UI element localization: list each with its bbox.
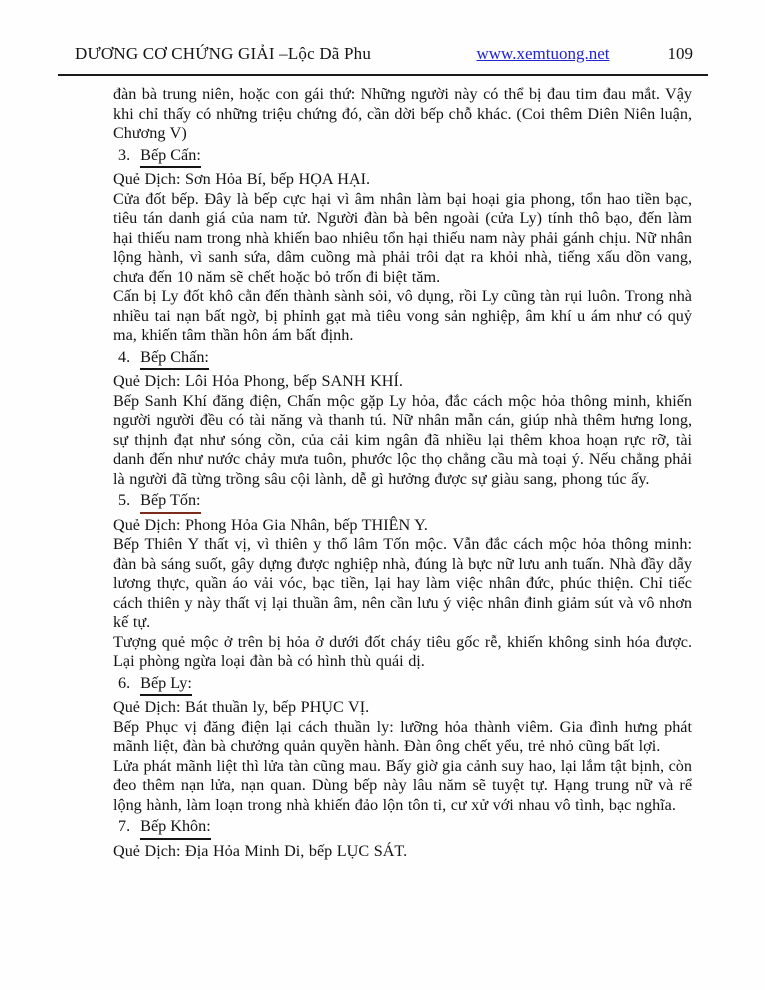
website-link[interactable]: www.xemtuong.net <box>476 44 610 63</box>
paragraph: Bếp Thiên Y thất vị, vì thiên y thổ lâm Tốn mộc. Vẫn đắc cách mộc hỏa thông minh: đàn bà sáng suốt, gây dựng được nghiệp nhà, đúng là bực nữ lưu anh tuấn. Nhà đầy dẫy lương thực, quần áo vải vóc, bạc tiền, lại hay làm việc nhân đức, phúc thiện. Chỉ tiếc cách thiên y này thất vị lại thuần âm, nên cần lưu ý việc nhân đinh giảm sút và vô nhơn kế tự. <box>113 535 692 631</box>
paragraph: Quẻ Dịch: Bát thuần ly, bếp PHỤC VỊ. <box>113 698 370 716</box>
section-number: 4. <box>118 347 131 366</box>
paragraph: Bếp Phục vị đăng điện lại cách thuần ly: lưỡng hỏa thành viêm. Gia đình hưng phát mãnh liệt, đàn bà chưởng quản quyền hành. Đàn ông chết yểu, trẻ nhỏ cũng bất lợi. <box>113 717 692 755</box>
header-divider <box>58 74 708 76</box>
page-header <box>75 44 693 64</box>
section-heading <box>113 146 692 169</box>
section-title: Bếp Khôn: <box>140 817 211 840</box>
section-title: Bếp Tốn: <box>140 491 200 514</box>
paragraph: đàn bà trung niên, hoặc con gái thứ: Những người này có thể bị đau tim đau mắt. Vậy khi chỉ thấy có những triệu chứng đó, cần dời bếp chỗ khác. (Coi thêm Diên Niên luận, Chương V) <box>113 85 692 142</box>
section-heading <box>113 674 692 697</box>
page-number: 109 <box>667 44 693 63</box>
paragraph: Quẻ Dịch: Lôi Hỏa Phong, bếp SANH KHÍ. <box>113 372 403 390</box>
header-right <box>477 44 694 64</box>
section-number: 7. <box>118 817 131 835</box>
paragraph: Quẻ Dịch: Địa Hỏa Minh Di, bếp LỤC SÁT. <box>113 841 408 860</box>
paragraph: Cấn bị Ly đốt khô cằn đến thành sành sỏi, vô dụng, rồi Ly cũng tàn rụi luôn. Trong nhà nhiều tai nạn bất ngờ, bị phỉnh gạt mà tiêu vong sản nghiệp, âm khí u ám như có quỷ ma, khiến tâm thần hôn ám bất định. <box>113 287 692 344</box>
section-heading <box>113 817 692 840</box>
paragraph: Bếp Sanh Khí đăng điện, Chấn mộc gặp Ly hỏa, đắc cách mộc hỏa thông minh, khiến người người đều có tài năng và thanh tú. Nữ nhân mẫn cán, giúp nhà thêm hưng long, sự thịnh đạt như sóng cồn, của cải kim ngân đã nhiều lại thêm khoa hoạn rực rỡ, tài danh đến như nước chảy mưa tuôn, phước lộc thọ chẳng cầu mà toại ý. Nếu chẳng phải là người đã từng trồng sâu cội lành, dễ gì hưởng được sự giàu sang, phong túc ấy. <box>113 391 692 488</box>
paragraph: Quẻ Dịch: Phong Hỏa Gia Nhân, bếp THIÊN Y. <box>113 515 428 534</box>
section-heading <box>113 348 692 371</box>
paragraph: Cửa đốt bếp. Đây là bếp cực hại vì âm nhân làm bại hoại gia phong, tổn hao tiền bạc, tiêu tán danh giá của nam tử. Người đàn bà bên ngoài (cửa Ly) tính thô bạo, đến làm hại thiếu nam trong nhà khiến bao nhiêu tổn hại thiếu nam này phải gánh chịu. Nữ nhân lộng hành, vì sanh sứa, dâm cuồng mà phải trôi dạt ra khỏi nhà, tiếng xấu dồn vang, chưa đến 10 năm sẽ chết hoặc bỏ trốn đi biệt tăm. <box>113 189 692 286</box>
book-title: DƯƠNG CƠ CHỨNG GIẢI –Lộc Dã Phu <box>75 44 372 63</box>
section-number: 3. <box>118 145 131 164</box>
paragraph: Lửa phát mãnh liệt thì lửa tàn cũng mau. Bấy giờ gia cảnh suy hao, lại lắm tật bịnh, còn đeo thêm nạn lửa, nạn quan. Dùng bếp này lâu năm sẽ tuyệt tự. Hạng trung nữ và rể lộng hành, làm loạn trong nhà khiến đảo lộn tôn ti, cư xử với nhau vô tình, bạc nghĩa. <box>113 756 692 814</box>
paragraph: Quẻ Dịch: Sơn Hỏa Bí, bếp HỌA HẠI. <box>113 170 371 188</box>
paragraph: Tượng quẻ mộc ở trên bị hỏa ở dưới đốt cháy tiêu gốc rễ, khiến không sinh hóa được. Lại phòng ngừa loại đàn bà có hình thù quái dị. <box>113 632 692 670</box>
document-body <box>113 85 692 861</box>
section-title: Bếp Ly: <box>140 674 192 697</box>
section-title: Bếp Chấn: <box>140 348 209 371</box>
section-heading <box>113 491 692 514</box>
section-number: 5. <box>118 491 131 509</box>
section-title: Bếp Cấn: <box>140 146 201 169</box>
section-number: 6. <box>118 673 131 692</box>
